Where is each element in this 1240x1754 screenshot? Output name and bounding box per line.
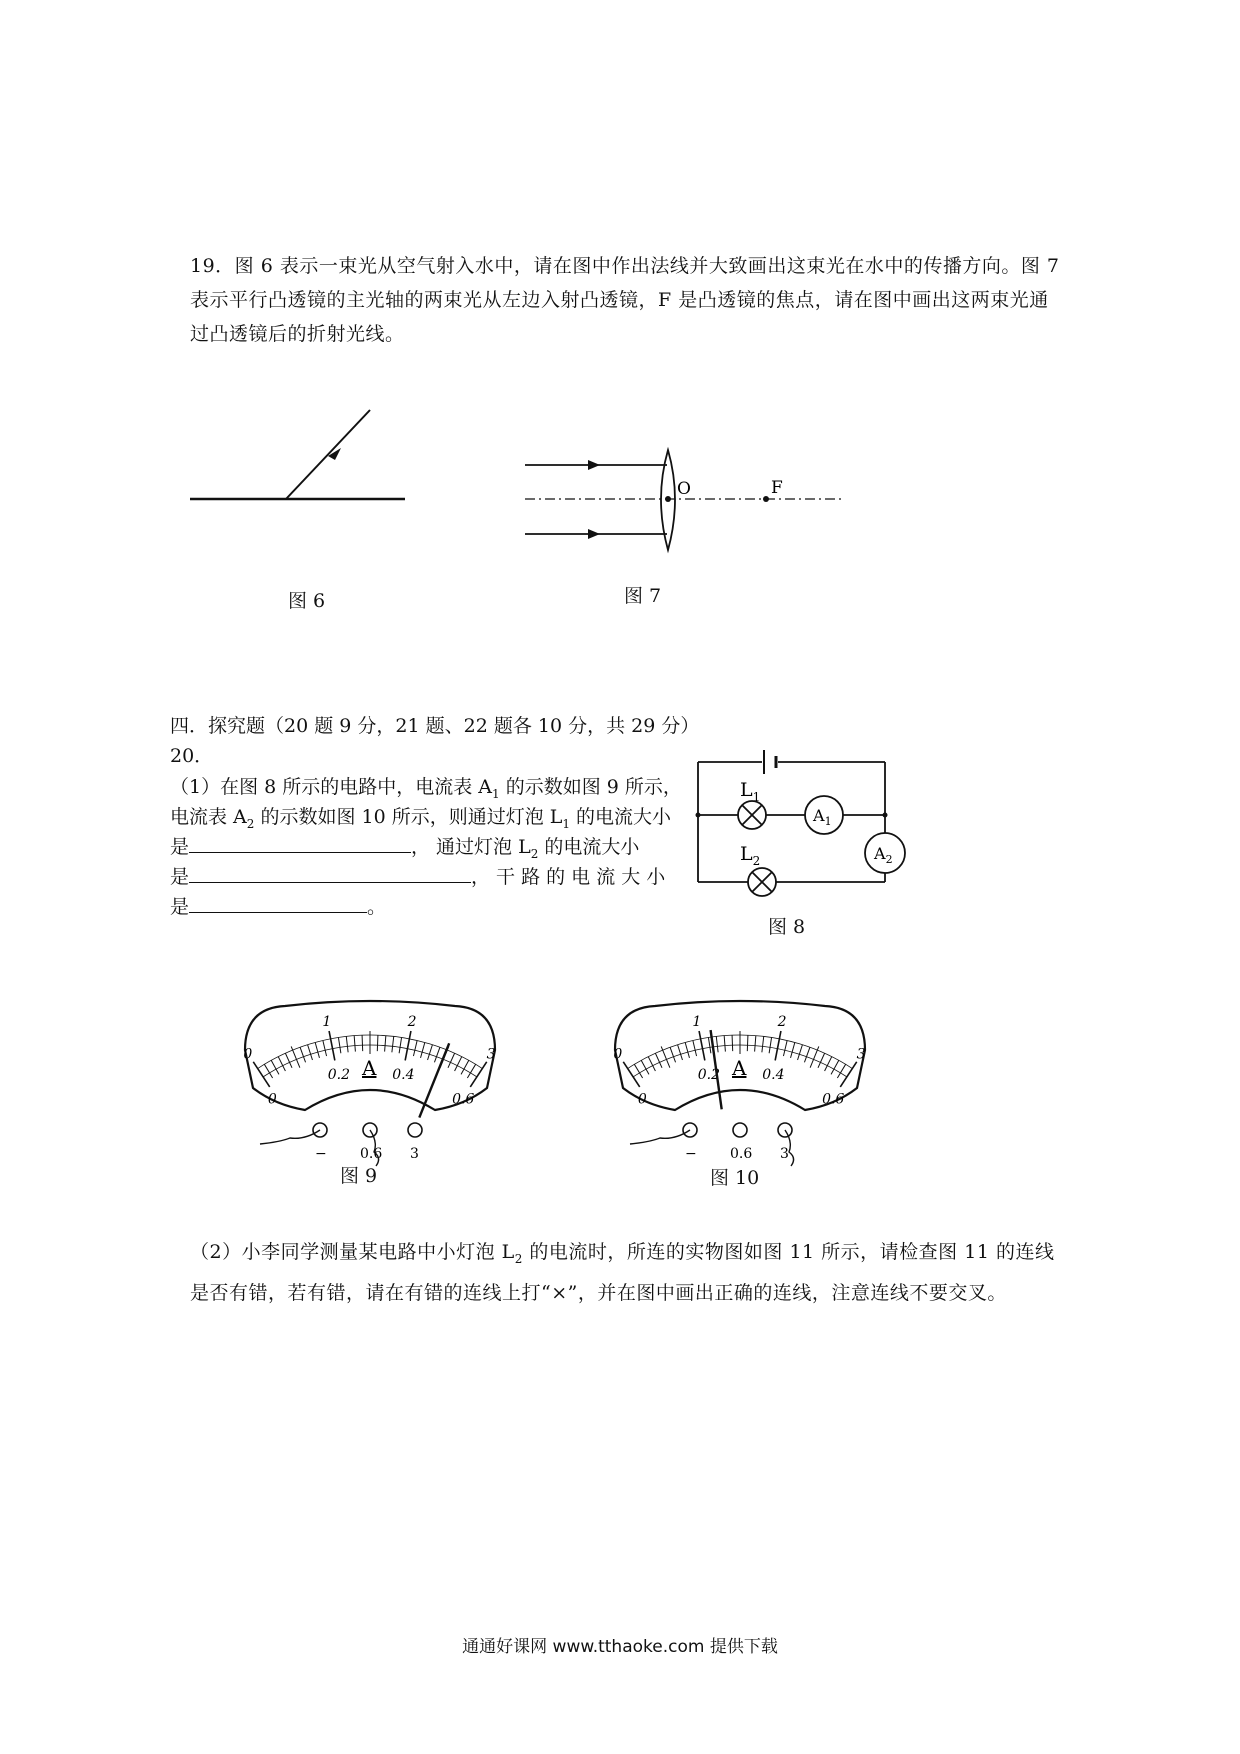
terminal (733, 1123, 747, 1137)
q20-part1-line5: 是 。 (170, 892, 386, 922)
q20-number: 20． (170, 745, 214, 767)
scale-tick (732, 1035, 733, 1051)
bottom-scale-label: 0.6 (452, 1091, 475, 1108)
fig7-caption: 图 7 (624, 585, 662, 607)
terminal-label: − (685, 1146, 697, 1162)
terminal-label: 0.6 (730, 1146, 753, 1162)
bottom-scale-label: 0.2 (327, 1067, 350, 1084)
terminal-label: 3 (780, 1146, 789, 1162)
scale-tick (377, 1035, 378, 1051)
q20-part1-line3: 是 ， 通过灯泡 $L_2$ 的电流大小 (170, 832, 639, 869)
fig8-caption: 图 8 (768, 916, 806, 938)
figure-8-circuit (690, 738, 920, 898)
wire (630, 1130, 690, 1144)
top-scale-label: 1 (322, 1014, 332, 1031)
top-scale-label: 2 (777, 1014, 787, 1031)
lamp-L1 (738, 801, 766, 829)
ammeter-A1 (805, 796, 843, 834)
answer-blank-L2[interactable] (189, 862, 471, 883)
terminal-label: − (315, 1146, 327, 1162)
terminal-label: 0.6 (360, 1146, 383, 1162)
q20-part2-text: （2）小李同学测量某电路中小灯泡 $L_2$ 的电流时，所连的实物图如图 11 所示，请检查图 11 的连线是否有错，若有错，请在有错的连线上打“×”，并在图中画出正确的连线，注意连线不要交叉。 (190, 1241, 1055, 1304)
figure-10-ammeter (595, 990, 885, 1160)
svg-text:L2: $L_2$ (740, 843, 761, 868)
top-scale-label: 0 (243, 1046, 253, 1063)
wire (260, 1130, 320, 1144)
bottom-scale-label: 0.4 (762, 1067, 785, 1084)
top-scale-label: 2 (407, 1014, 417, 1031)
svg-text:A1: $A_1$ (813, 806, 832, 828)
lens-center-label: O (677, 479, 691, 499)
q20-part1-line2: 电流表 $A_2$ 的示数如图 10 所示，则通过灯泡 $L_1$ 的电流大小 (170, 806, 672, 831)
bottom-scale-label: 0 (267, 1091, 277, 1108)
bottom-scale-label: 0.2 (697, 1067, 720, 1084)
top-scale-label: 3 (856, 1046, 866, 1063)
lamp-L2 (748, 868, 776, 896)
unit-label: A (362, 1056, 377, 1080)
top-scale-label: 0 (613, 1046, 623, 1063)
page-footer: 通通好课网 www.tthaoke.com 提供下载 (462, 1637, 778, 1657)
scale-tick (747, 1035, 748, 1051)
svg-text:A2: $A_2$ (874, 844, 893, 866)
bottom-scale-label: 0 (637, 1091, 647, 1108)
fig9-caption: 图 9 (340, 1165, 378, 1187)
fig6-caption: 图 6 (288, 590, 326, 612)
bottom-scale-label: 0.4 (392, 1067, 415, 1084)
figure-7 (520, 446, 860, 556)
answer-blank-L1[interactable] (189, 832, 411, 853)
top-scale-label: 1 (692, 1014, 702, 1031)
svg-text:L1: $L_1$ (740, 779, 761, 804)
scale-tick (362, 1035, 363, 1051)
section4-heading: 四．探究题（20 题 9 分，21 题、22 题各 10 分，共 29 分） (170, 715, 700, 737)
focal-point-label: F (771, 478, 783, 498)
unit-label: A (732, 1056, 747, 1080)
fig10-caption: 图 10 (710, 1167, 760, 1189)
figure-9-ammeter (225, 990, 515, 1160)
q20-part1-line1: （1）在图 8 所示的电路中，电流表 $A_1$ 的示数如图 9 所示， (170, 776, 682, 801)
top-scale-label: 3 (486, 1046, 496, 1063)
q19-text: 19．图 6 表示一束光从空气射入水中，请在图中作出法线并大致画出这束光在水中的传播方向。图 7 表示平行凸透镜的主光轴的两束光从左边入射凸透镜，F 是凸透镜的焦点，请在图中画出这两束光通过凸透镜后的折射光线。 (190, 255, 1060, 345)
terminal (408, 1123, 422, 1137)
q20-part1-line4: 是 ， 干 路 的 电 流 大 小 (170, 862, 665, 892)
bottom-scale-label: 0.6 (822, 1091, 845, 1108)
answer-blank-main[interactable] (189, 892, 367, 913)
ammeter-A2 (865, 833, 905, 873)
terminal-label: 3 (410, 1146, 419, 1162)
figure-6 (185, 400, 425, 520)
